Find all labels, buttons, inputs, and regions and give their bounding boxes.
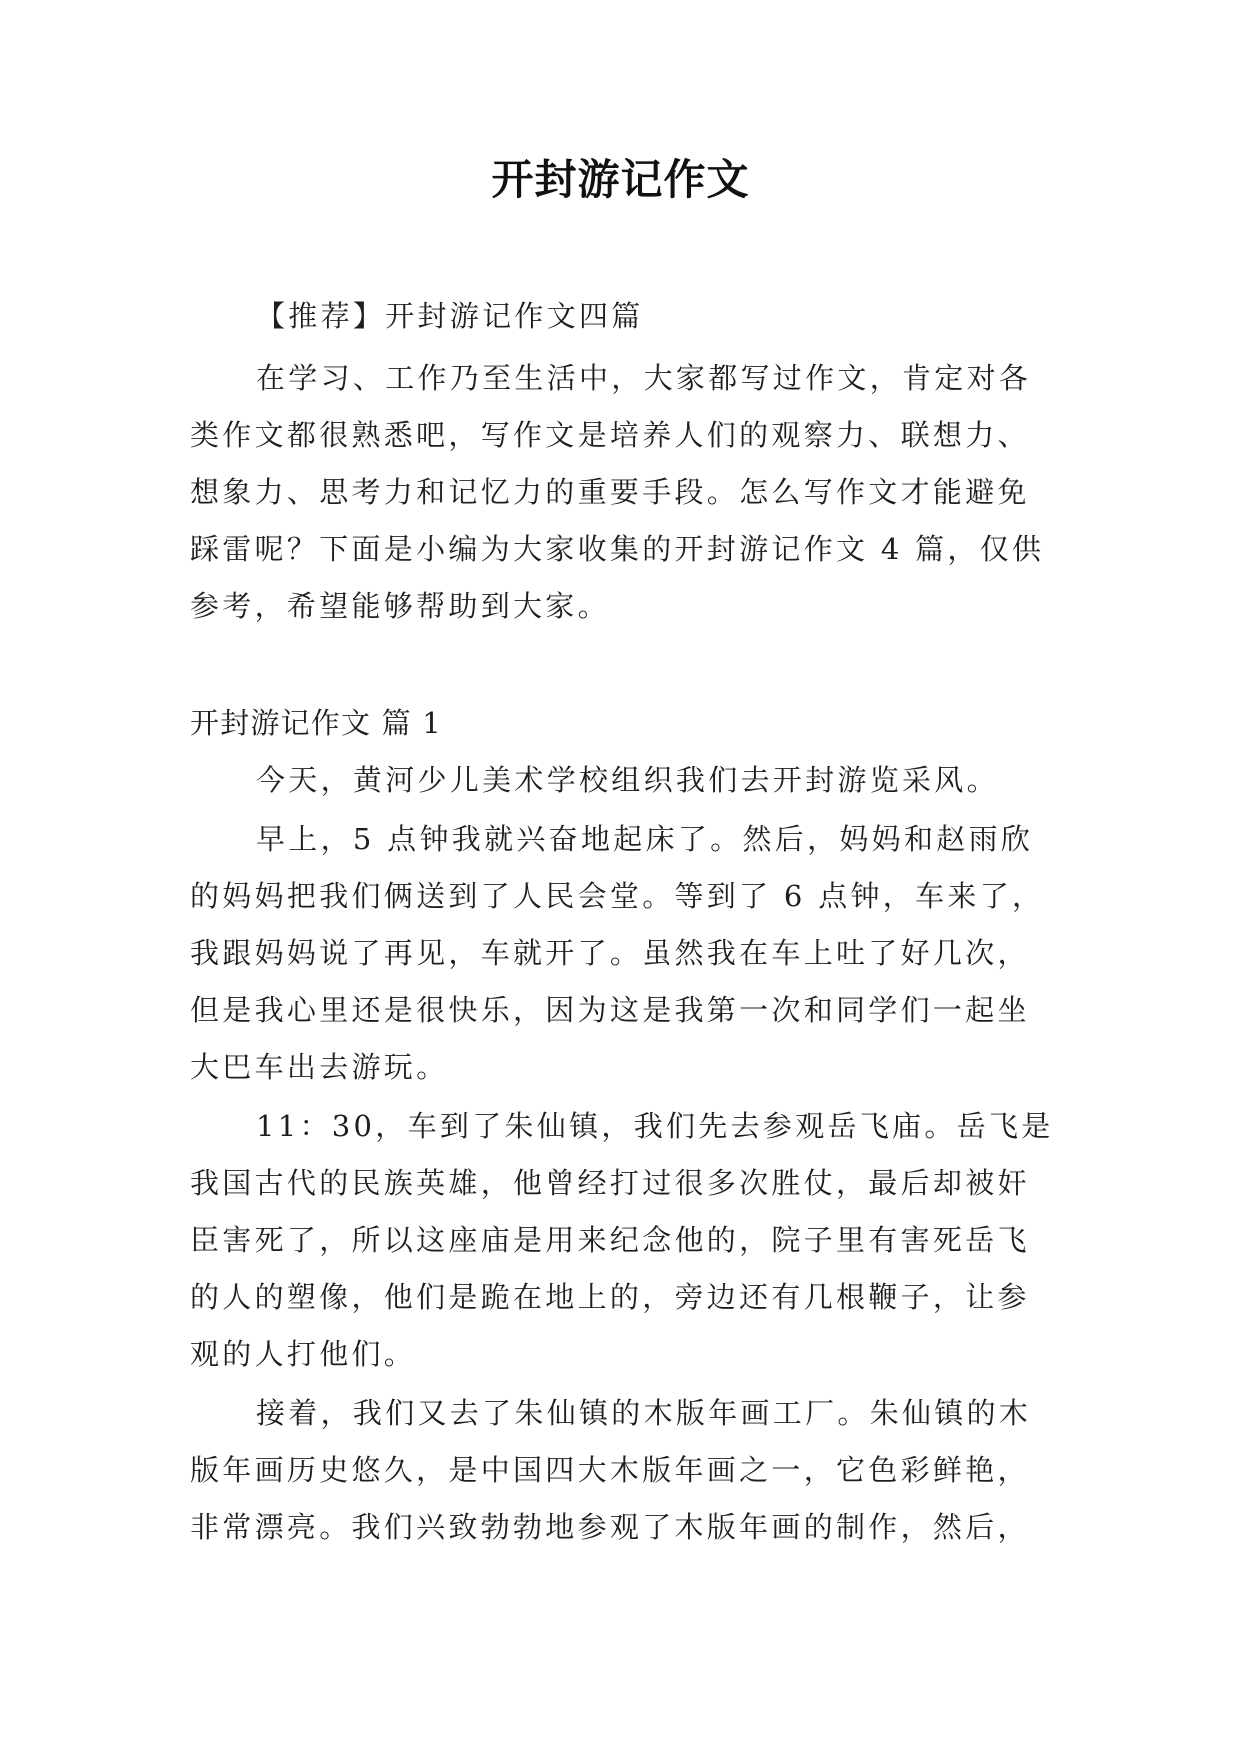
body-line: 的妈妈把我们俩送到了人民会堂。等到了 6 点钟，车来了，: [190, 879, 1045, 913]
body-line: 我跟妈妈说了再见，车就开了。虽然我在车上吐了好几次，: [190, 936, 1030, 970]
intro-line: 踩雷呢？下面是小编为大家收集的开封游记作文 4 篇，仅供: [190, 532, 1045, 566]
body-line: 的人的塑像，他们是跪在地上的，旁边还有几根鞭子，让参: [190, 1280, 1030, 1314]
body-line: 版年画历史悠久，是中国四大木版年画之一，它色彩鲜艳，: [190, 1453, 1030, 1487]
body-line: 大巴车出去游玩。: [190, 1050, 449, 1084]
body-line: 接着，我们又去了朱仙镇的木版年画工厂。朱仙镇的木: [256, 1396, 1032, 1430]
body-line: 我国古代的民族英雄，他曾经打过很多次胜仗，最后却被奸: [190, 1166, 1030, 1200]
body-line: 今天，黄河少儿美术学校组织我们去开封游览采风。: [256, 763, 999, 797]
intro-line: 想象力、思考力和记忆力的重要手段。怎么写作文才能避免: [190, 475, 1030, 509]
body-line: 非常漂亮。我们兴致勃勃地参观了木版年画的制作，然后，: [190, 1510, 1030, 1544]
body-line: 11：30，车到了朱仙镇，我们先去参观岳飞庙。岳飞是: [256, 1109, 1054, 1143]
intro-line: 在学习、工作乃至生活中，大家都写过作文，肯定对各: [256, 361, 1032, 395]
recommend-heading: 【推荐】开封游记作文四篇: [256, 299, 644, 333]
intro-line: 类作文都很熟悉吧，写作文是培养人们的观察力、联想力、: [190, 418, 1030, 452]
body-line: 但是我心里还是很快乐，因为这是我第一次和同学们一起坐: [190, 993, 1030, 1027]
document-title: 开封游记作文: [491, 155, 750, 204]
body-line: 臣害死了，所以这座庙是用来纪念他的，院子里有害死岳飞: [190, 1223, 1030, 1257]
body-line: 观的人打他们。: [190, 1337, 417, 1371]
body-line: 早上，5 点钟我就兴奋地起床了。然后，妈妈和赵雨欣: [256, 822, 1034, 856]
section-heading: 开封游记作文 篇 1: [190, 706, 442, 740]
intro-line: 参考，希望能够帮助到大家。: [190, 589, 610, 623]
